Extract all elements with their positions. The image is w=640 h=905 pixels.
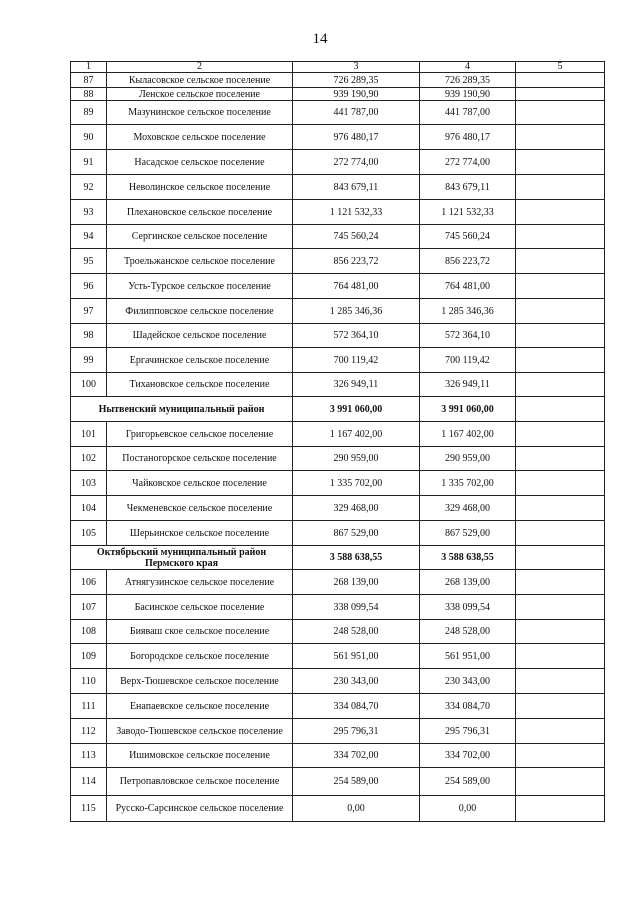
table-row xyxy=(71,422,605,447)
amount-column-4: 700 119,42 xyxy=(420,348,516,373)
amount-column-4: 329 468,00 xyxy=(420,496,516,521)
amount-column-3: 856 223,72 xyxy=(293,249,420,274)
district-total-row xyxy=(71,397,605,422)
amount-column-3: 976 480,17 xyxy=(293,125,420,150)
amount-column-4: 0,00 xyxy=(420,796,516,822)
row-number: 99 xyxy=(71,348,107,373)
amount-column-5 xyxy=(516,669,605,694)
amount-column-3: 700 119,42 xyxy=(293,348,420,373)
amount-column-3: 334 702,00 xyxy=(293,744,420,768)
settlement-name: Богородское сельское поселение xyxy=(107,644,293,669)
table-row xyxy=(71,447,605,471)
amount-column-4: 572 364,10 xyxy=(420,324,516,348)
amount-column-4: 1 167 402,00 xyxy=(420,422,516,447)
amount-column-5 xyxy=(516,694,605,719)
settlement-name: Чайковское сельское поселение xyxy=(107,471,293,496)
row-number: 112 xyxy=(71,719,107,744)
amount-column-5 xyxy=(516,274,605,299)
row-number: 100 xyxy=(71,373,107,397)
amount-column-5 xyxy=(516,644,605,669)
amount-column-3: 0,00 xyxy=(293,796,420,822)
district-name: Октябрьский муниципальный район Пермского края xyxy=(71,546,293,570)
amount-column-4: 1 121 532,33 xyxy=(420,200,516,225)
table-row xyxy=(71,299,605,324)
amount-column-4: 3 588 638,55 xyxy=(420,546,516,570)
row-number: 94 xyxy=(71,225,107,249)
settlement-name: Моховское сельское поселение xyxy=(107,125,293,150)
table-row xyxy=(71,719,605,744)
row-number: 88 xyxy=(71,88,107,101)
amount-column-4: 230 343,00 xyxy=(420,669,516,694)
amount-column-5 xyxy=(516,719,605,744)
settlement-name: Басинское сельское поселение xyxy=(107,595,293,620)
amount-column-4: 726 289,35 xyxy=(420,73,516,88)
amount-column-3: 272 774,00 xyxy=(293,150,420,175)
settlement-name: Заводо-Тюшевское сельское поселение xyxy=(107,719,293,744)
table-row xyxy=(71,373,605,397)
settlement-name: Мазунинское сельское поселение xyxy=(107,101,293,125)
settlement-name: Чекменевское сельское поселение xyxy=(107,496,293,521)
amount-column-5 xyxy=(516,796,605,822)
row-number: 108 xyxy=(71,620,107,644)
amount-column-3: 3 991 060,00 xyxy=(293,397,420,422)
row-number: 110 xyxy=(71,669,107,694)
table-row xyxy=(71,694,605,719)
amount-column-4: 334 702,00 xyxy=(420,744,516,768)
amount-column-5 xyxy=(516,125,605,150)
settlement-name: Кыласовское сельское поселение xyxy=(107,73,293,88)
table-row xyxy=(71,225,605,249)
settlement-name: Бияваш ское сельское поселение xyxy=(107,620,293,644)
amount-column-3: 334 084,70 xyxy=(293,694,420,719)
amount-column-4: 326 949,11 xyxy=(420,373,516,397)
amount-column-4: 268 139,00 xyxy=(420,570,516,595)
settlement-name: Атнягузинское сельское поселение xyxy=(107,570,293,595)
amount-column-3: 326 949,11 xyxy=(293,373,420,397)
table-row xyxy=(71,101,605,125)
amount-column-5 xyxy=(516,546,605,570)
amount-column-5 xyxy=(516,744,605,768)
settlement-name: Ишимовское сельское поселение xyxy=(107,744,293,768)
table-row xyxy=(71,249,605,274)
column-header: 3 xyxy=(293,62,420,73)
column-header: 1 xyxy=(71,62,107,73)
amount-column-5 xyxy=(516,521,605,546)
amount-column-5 xyxy=(516,373,605,397)
amount-column-3: 843 679,11 xyxy=(293,175,420,200)
row-number: 92 xyxy=(71,175,107,200)
settlement-name: Троельжанское сельское поселение xyxy=(107,249,293,274)
amount-column-4: 272 774,00 xyxy=(420,150,516,175)
amount-column-4: 334 084,70 xyxy=(420,694,516,719)
amount-column-3: 1 121 532,33 xyxy=(293,200,420,225)
amount-column-4: 3 991 060,00 xyxy=(420,397,516,422)
settlement-name: Усть-Турское сельское поселение xyxy=(107,274,293,299)
amount-column-4: 295 796,31 xyxy=(420,719,516,744)
amount-column-5 xyxy=(516,447,605,471)
amount-column-4: 561 951,00 xyxy=(420,644,516,669)
amount-column-5 xyxy=(516,348,605,373)
amount-column-5 xyxy=(516,768,605,796)
row-number: 95 xyxy=(71,249,107,274)
row-number: 96 xyxy=(71,274,107,299)
row-number: 90 xyxy=(71,125,107,150)
settlement-name: Постаногорское сельское поселение xyxy=(107,447,293,471)
amount-column-4: 764 481,00 xyxy=(420,274,516,299)
amount-column-3: 248 528,00 xyxy=(293,620,420,644)
amount-column-3: 561 951,00 xyxy=(293,644,420,669)
settlement-name: Петропавловское сельское поселение xyxy=(107,768,293,796)
amount-column-4: 867 529,00 xyxy=(420,521,516,546)
amount-column-5 xyxy=(516,496,605,521)
table-row xyxy=(71,644,605,669)
table-row xyxy=(71,796,605,822)
settlement-name: Сергинское сельское поселение xyxy=(107,225,293,249)
amount-column-3: 230 343,00 xyxy=(293,669,420,694)
settlement-name: Енапаевское сельское поселение xyxy=(107,694,293,719)
row-number: 107 xyxy=(71,595,107,620)
amount-column-3: 1 167 402,00 xyxy=(293,422,420,447)
settlement-name: Неволинское сельское поселение xyxy=(107,175,293,200)
budget-allocation-table xyxy=(70,61,605,822)
row-number: 102 xyxy=(71,447,107,471)
row-number: 113 xyxy=(71,744,107,768)
amount-column-5 xyxy=(516,620,605,644)
amount-column-3: 254 589,00 xyxy=(293,768,420,796)
amount-column-5 xyxy=(516,397,605,422)
amount-column-5 xyxy=(516,101,605,125)
settlement-name: Русско-Сарсинское сельское поселение xyxy=(107,796,293,822)
amount-column-4: 338 099,54 xyxy=(420,595,516,620)
table-row xyxy=(71,348,605,373)
settlement-name: Тихановское сельское поселение xyxy=(107,373,293,397)
amount-column-5 xyxy=(516,73,605,88)
amount-column-5 xyxy=(516,324,605,348)
table-row xyxy=(71,274,605,299)
row-number: 91 xyxy=(71,150,107,175)
table-row xyxy=(71,521,605,546)
table-row xyxy=(71,570,605,595)
row-number: 106 xyxy=(71,570,107,595)
table-row xyxy=(71,125,605,150)
amount-column-5 xyxy=(516,595,605,620)
table-row xyxy=(71,73,605,88)
amount-column-5 xyxy=(516,200,605,225)
table-row xyxy=(71,620,605,644)
row-number: 111 xyxy=(71,694,107,719)
amount-column-3: 745 560,24 xyxy=(293,225,420,249)
amount-column-3: 764 481,00 xyxy=(293,274,420,299)
amount-column-4: 1 285 346,36 xyxy=(420,299,516,324)
settlement-name: Плехановское сельское поселение xyxy=(107,200,293,225)
amount-column-3: 329 468,00 xyxy=(293,496,420,521)
amount-column-3: 338 099,54 xyxy=(293,595,420,620)
amount-column-5 xyxy=(516,570,605,595)
amount-column-4: 843 679,11 xyxy=(420,175,516,200)
amount-column-5 xyxy=(516,249,605,274)
amount-column-3: 290 959,00 xyxy=(293,447,420,471)
row-number: 105 xyxy=(71,521,107,546)
settlement-name: Шерьинское сельское поселение xyxy=(107,521,293,546)
table-row xyxy=(71,595,605,620)
table-row xyxy=(71,175,605,200)
row-number: 97 xyxy=(71,299,107,324)
row-number: 98 xyxy=(71,324,107,348)
row-number: 89 xyxy=(71,101,107,125)
amount-column-4: 976 480,17 xyxy=(420,125,516,150)
page-number: 14 xyxy=(312,31,328,47)
settlement-name: Шадейское сельское поселение xyxy=(107,324,293,348)
amount-column-3: 572 364,10 xyxy=(293,324,420,348)
amount-column-3: 441 787,00 xyxy=(293,101,420,125)
amount-column-3: 3 588 638,55 xyxy=(293,546,420,570)
district-name: Нытвенский муниципальный район xyxy=(71,397,293,422)
amount-column-4: 745 560,24 xyxy=(420,225,516,249)
settlement-name: Григорьевское сельское поселение xyxy=(107,422,293,447)
settlement-name: Филипповское сельское поселение xyxy=(107,299,293,324)
amount-column-3: 939 190,90 xyxy=(293,88,420,101)
row-number: 93 xyxy=(71,200,107,225)
table-header-row xyxy=(71,62,605,73)
table-row xyxy=(71,669,605,694)
row-number: 87 xyxy=(71,73,107,88)
amount-column-5 xyxy=(516,299,605,324)
amount-column-3: 867 529,00 xyxy=(293,521,420,546)
amount-column-5 xyxy=(516,422,605,447)
amount-column-4: 939 190,90 xyxy=(420,88,516,101)
table-row xyxy=(71,200,605,225)
table-row xyxy=(71,150,605,175)
row-number: 109 xyxy=(71,644,107,669)
row-number: 104 xyxy=(71,496,107,521)
table-row xyxy=(71,768,605,796)
amount-column-5 xyxy=(516,471,605,496)
district-total-row xyxy=(71,546,605,570)
amount-column-5 xyxy=(516,88,605,101)
amount-column-4: 441 787,00 xyxy=(420,101,516,125)
table-row xyxy=(71,496,605,521)
amount-column-3: 1 285 346,36 xyxy=(293,299,420,324)
amount-column-5 xyxy=(516,225,605,249)
amount-column-4: 254 589,00 xyxy=(420,768,516,796)
column-header: 4 xyxy=(420,62,516,73)
row-number: 114 xyxy=(71,768,107,796)
table-row xyxy=(71,471,605,496)
amount-column-3: 268 139,00 xyxy=(293,570,420,595)
amount-column-5 xyxy=(516,175,605,200)
table-row xyxy=(71,744,605,768)
amount-column-3: 1 335 702,00 xyxy=(293,471,420,496)
settlement-name: Ленское сельское поселение xyxy=(107,88,293,101)
column-header: 2 xyxy=(107,62,293,73)
column-header: 5 xyxy=(516,62,605,73)
amount-column-3: 295 796,31 xyxy=(293,719,420,744)
amount-column-3: 726 289,35 xyxy=(293,73,420,88)
table-row xyxy=(71,88,605,101)
amount-column-4: 1 335 702,00 xyxy=(420,471,516,496)
settlement-name: Ергачинское сельское поселение xyxy=(107,348,293,373)
amount-column-4: 290 959,00 xyxy=(420,447,516,471)
amount-column-5 xyxy=(516,150,605,175)
table-body xyxy=(71,73,605,822)
table-row xyxy=(71,324,605,348)
amount-column-4: 248 528,00 xyxy=(420,620,516,644)
row-number: 115 xyxy=(71,796,107,822)
row-number: 101 xyxy=(71,422,107,447)
row-number: 103 xyxy=(71,471,107,496)
settlement-name: Верх-Тюшевское сельское поселение xyxy=(107,669,293,694)
settlement-name: Насадское сельское поселение xyxy=(107,150,293,175)
amount-column-4: 856 223,72 xyxy=(420,249,516,274)
